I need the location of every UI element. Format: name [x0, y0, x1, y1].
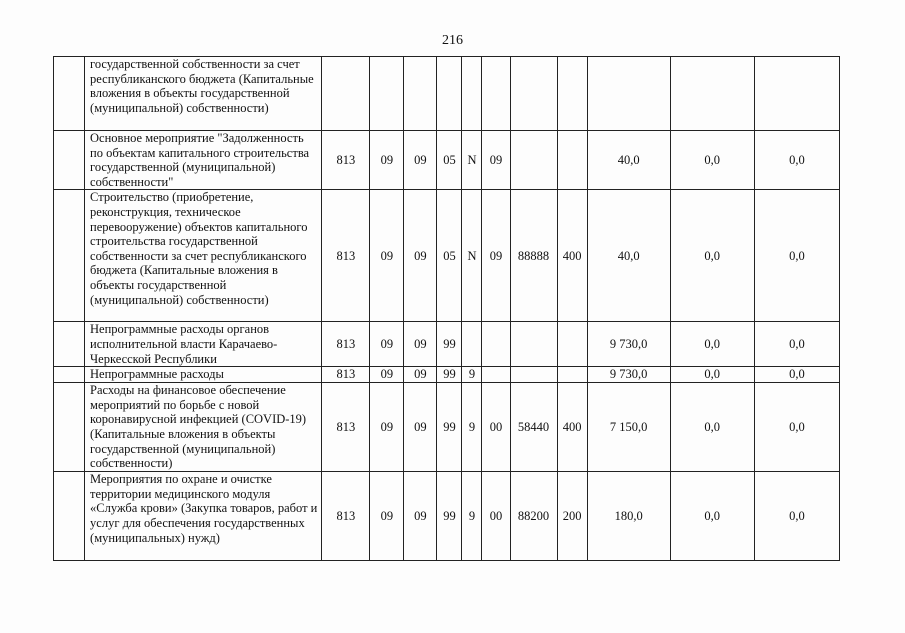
description-cell: Основное мероприятие "Задолженность по объектам капитального строительства государственной (муниципальной) собственности" [85, 131, 322, 190]
program-code-cell: 99 [437, 367, 462, 383]
event-code-cell [482, 57, 510, 131]
table-row [54, 322, 840, 367]
section-code-cell: 09 [370, 383, 404, 472]
amount-year-2-cell [670, 57, 754, 131]
amount-year-2-cell: 0,0 [670, 190, 754, 322]
expense-type-cell [557, 322, 587, 367]
section-code-cell: 09 [370, 190, 404, 322]
subsection-code-cell [404, 57, 437, 131]
event-code-cell: 00 [482, 383, 510, 472]
direction-code-cell: 58440 [510, 383, 557, 472]
program-code-cell: 99 [437, 472, 462, 561]
event-code-cell: 00 [482, 472, 510, 561]
subprogram-code-cell [462, 322, 482, 367]
expense-type-cell [557, 57, 587, 131]
event-code-cell: 09 [482, 190, 510, 322]
program-code-cell [437, 57, 462, 131]
description-cell: государственной собственности за счет республиканского бюджета (Капитальные вложения в объекты государственной (муниципальной) собственности) [85, 57, 322, 131]
amount-year-1-cell: 9 730,0 [587, 322, 670, 367]
ministry-code-cell: 813 [322, 322, 370, 367]
description-cell: Расходы на финансовое обеспечение мероприятий по борьбе с новой коронавирусной инфекцией (COVID-19) (Капитальные вложения в объекты государственной (муниципальной) собственности) [85, 383, 322, 472]
table-row [54, 57, 840, 131]
amount-year-1-cell [587, 57, 670, 131]
amount-year-2-cell: 0,0 [670, 131, 754, 190]
amount-year-3-cell: 0,0 [754, 367, 839, 383]
section-code-cell: 09 [370, 131, 404, 190]
amount-year-1-cell: 40,0 [587, 131, 670, 190]
section-code-cell: 09 [370, 367, 404, 383]
program-code-cell: 99 [437, 383, 462, 472]
subprogram-code-cell: 9 [462, 472, 482, 561]
amount-year-1-cell: 9 730,0 [587, 367, 670, 383]
amount-year-2-cell: 0,0 [670, 383, 754, 472]
subsection-code-cell: 09 [404, 367, 437, 383]
expense-type-cell [557, 131, 587, 190]
amount-year-3-cell: 0,0 [754, 472, 839, 561]
subprogram-code-cell: 9 [462, 367, 482, 383]
subsection-code-cell: 09 [404, 131, 437, 190]
amount-year-3-cell: 0,0 [754, 131, 839, 190]
amount-year-3-cell: 0,0 [754, 322, 839, 367]
expense-type-cell: 200 [557, 472, 587, 561]
amount-year-2-cell: 0,0 [670, 322, 754, 367]
row-number-cell [54, 131, 85, 190]
description-cell: Мероприятия по охране и очистке территории медицинского модуля «Служба крови» (Закупка товаров, работ и услуг для обеспечения государственных (муниципальных) нужд) [85, 472, 322, 561]
row-number-cell [54, 190, 85, 322]
row-number-cell [54, 472, 85, 561]
direction-code-cell [510, 57, 557, 131]
section-code-cell: 09 [370, 472, 404, 561]
row-number-cell [54, 367, 85, 383]
expense-type-cell [557, 367, 587, 383]
program-code-cell: 05 [437, 190, 462, 322]
event-code-cell [482, 367, 510, 383]
program-code-cell: 05 [437, 131, 462, 190]
ministry-code-cell: 813 [322, 383, 370, 472]
subprogram-code-cell [462, 57, 482, 131]
expense-type-cell: 400 [557, 190, 587, 322]
amount-year-1-cell: 180,0 [587, 472, 670, 561]
amount-year-3-cell [754, 57, 839, 131]
ministry-code-cell: 813 [322, 472, 370, 561]
direction-code-cell [510, 367, 557, 383]
table-row [54, 131, 840, 190]
section-code-cell: 09 [370, 322, 404, 367]
table-row [54, 190, 840, 322]
program-code-cell: 99 [437, 322, 462, 367]
ministry-code-cell: 813 [322, 190, 370, 322]
amount-year-1-cell: 40,0 [587, 190, 670, 322]
subsection-code-cell: 09 [404, 472, 437, 561]
amount-year-2-cell: 0,0 [670, 472, 754, 561]
subprogram-code-cell: 9 [462, 383, 482, 472]
event-code-cell: 09 [482, 131, 510, 190]
table-row [54, 367, 840, 383]
subprogram-code-cell: N [462, 190, 482, 322]
amount-year-2-cell: 0,0 [670, 367, 754, 383]
table-row [54, 472, 840, 561]
table-row [54, 383, 840, 472]
amount-year-3-cell: 0,0 [754, 383, 839, 472]
section-code-cell [370, 57, 404, 131]
ministry-code-cell: 813 [322, 367, 370, 383]
row-number-cell [54, 322, 85, 367]
ministry-code-cell: 813 [322, 131, 370, 190]
subsection-code-cell: 09 [404, 322, 437, 367]
description-cell: Непрограммные расходы [85, 367, 322, 383]
amount-year-3-cell: 0,0 [754, 190, 839, 322]
description-cell: Непрограммные расходы органов исполнительной власти Карачаево-Черкесской Республики [85, 322, 322, 367]
event-code-cell [482, 322, 510, 367]
page-number: 216 [442, 33, 463, 48]
direction-code-cell [510, 322, 557, 367]
expense-type-cell: 400 [557, 383, 587, 472]
budget-table [53, 56, 840, 561]
direction-code-cell: 88888 [510, 190, 557, 322]
row-number-cell [54, 57, 85, 131]
subsection-code-cell: 09 [404, 190, 437, 322]
row-number-cell [54, 383, 85, 472]
subsection-code-cell: 09 [404, 383, 437, 472]
direction-code-cell [510, 131, 557, 190]
description-cell: Строительство (приобретение, реконструкция, техническое перевооружение) объектов капитального строительства государственной собственности за счет республиканского бюджета (Капитальные вложения в объекты государственной (муниципальной) собственности) [85, 190, 322, 322]
ministry-code-cell [322, 57, 370, 131]
direction-code-cell: 88200 [510, 472, 557, 561]
subprogram-code-cell: N [462, 131, 482, 190]
amount-year-1-cell: 7 150,0 [587, 383, 670, 472]
